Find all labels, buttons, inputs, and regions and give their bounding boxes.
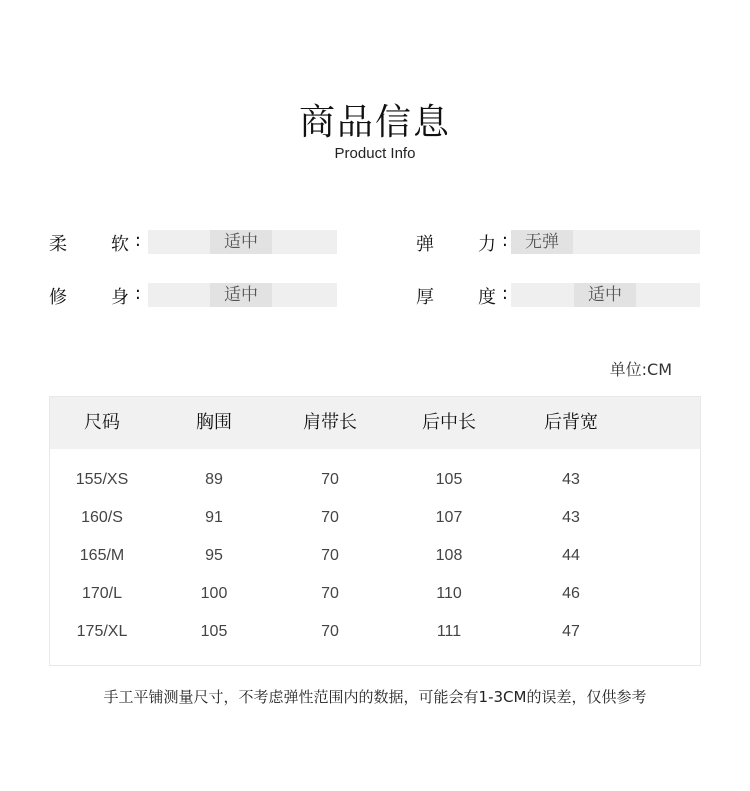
col-header-back-width: 后背宽: [544, 412, 598, 433]
col-header-size: 尺码: [84, 412, 120, 433]
attr-fit-bar: [148, 283, 337, 307]
attr-softness-value: 适中: [210, 230, 272, 254]
page-title: 商品信息: [298, 102, 451, 143]
col-header-back-length: 后中长: [422, 412, 476, 433]
attr-fit-value: 适中: [210, 283, 272, 307]
size-table: [49, 396, 701, 666]
attr-elasticity-bar: [511, 230, 700, 254]
page-subtitle: Product Info: [334, 145, 416, 162]
measurement-note: 手工平铺测量尺寸，不考虑弹性范围内的数据，可能会有1-3CM的误差，仅供参考: [103, 688, 647, 706]
col-header-strap: 肩带长: [303, 412, 357, 433]
attr-thickness-label: 厚 度 :: [416, 283, 508, 308]
attr-softness-label: 柔 软 :: [49, 230, 141, 255]
attr-softness-bar: [148, 230, 337, 254]
attr-thickness-bar: [511, 283, 700, 307]
table-row: 165/M 95 70 108 44: [79, 547, 580, 564]
attr-elasticity-value: 无弹: [511, 230, 573, 254]
unit-label: 单位:CM: [609, 360, 672, 379]
table-row: 170/L 100 70 110 46: [81, 585, 580, 602]
table-header: [50, 397, 700, 449]
table-row: 155/XS 89 70 105 43: [75, 471, 580, 488]
attr-thickness-value: 适中: [574, 283, 636, 307]
col-header-bust: 胸围: [196, 412, 232, 433]
table-row: 160/S 91 70 107 43: [81, 509, 580, 526]
table-row: 175/XL 105 70 111 47: [76, 623, 580, 640]
attr-fit-label: 修 身 :: [49, 283, 141, 308]
attr-elasticity-label: 弹 力 :: [416, 230, 508, 255]
